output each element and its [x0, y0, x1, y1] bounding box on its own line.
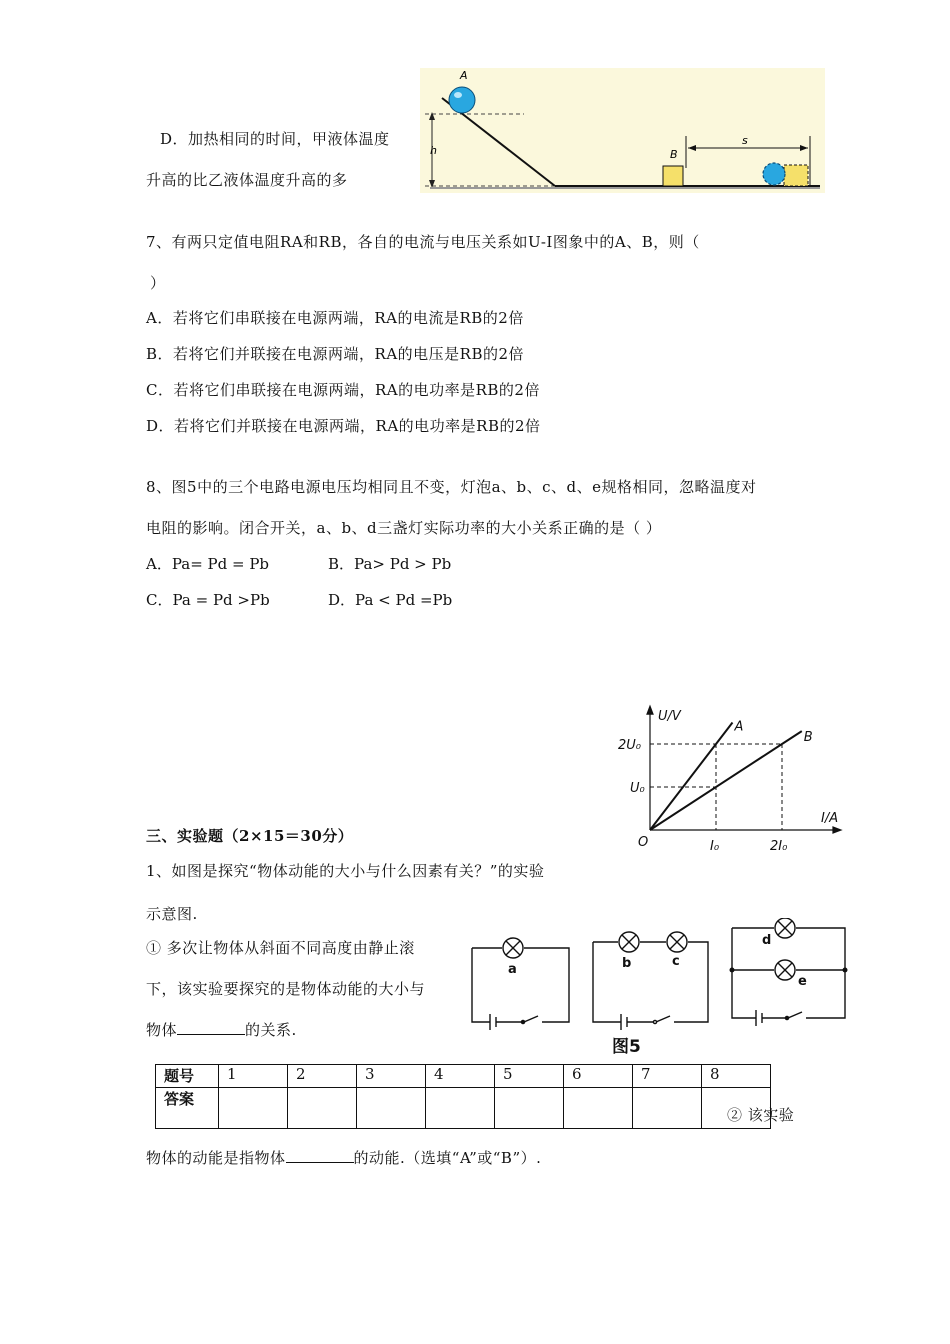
- x-axis-label: I/A: [821, 811, 839, 826]
- answer-cell[interactable]: [495, 1088, 564, 1129]
- table-cell-number: 7: [633, 1065, 702, 1088]
- s3-q1-p1-line3: [146, 1019, 297, 1040]
- lamp-a-label: a: [508, 962, 517, 977]
- table-header-answer: 答案: [156, 1088, 219, 1129]
- s3-q1-p1-line3-post: 的关系.: [245, 1021, 297, 1039]
- s3-q1-p1-line3-pre: 物体: [146, 1021, 178, 1039]
- lamp-c-label: c: [672, 954, 680, 969]
- option-d-line1: D．加热相同的时间，甲液体温度: [160, 130, 390, 148]
- x-tick-label: I₀: [710, 839, 720, 854]
- table-header-number: 题号: [156, 1065, 219, 1088]
- circuits-figure: [462, 918, 857, 1056]
- lamp-e-label: e: [798, 974, 807, 989]
- q8-option-a: A．Pa= Pd = Pb: [146, 555, 270, 573]
- answer-cell[interactable]: [564, 1088, 633, 1129]
- q7-stem-line1: 7、有两只定值电阻RA和RB，各自的电流与电压关系如U-I图象中的A、B，则（: [146, 233, 700, 251]
- option-d-line2: 升高的比乙液体温度升高的多: [146, 171, 348, 189]
- ui-chart: [615, 700, 845, 870]
- q7-option-a: A．若将它们串联接在电源两端，RA的电流是RB的2倍: [146, 309, 524, 327]
- q8-stem-line2: 电阻的影响。闭合开关，a、b、d三盏灯实际功率的大小关系正确的是（ ）: [146, 519, 662, 537]
- q8-option-b: B．Pa> Pd > Pb: [328, 555, 452, 573]
- s3-q1-p2-line2-post: 的动能.（选填“A”或“B”）.: [353, 1149, 542, 1167]
- table-cell-number: 8: [702, 1065, 771, 1088]
- s3-q1-p1-line2: 下，该实验要探究的是物体动能的大小与: [146, 980, 426, 998]
- section3-heading: 三、实验题（2×15＝30分）: [146, 827, 354, 845]
- figure-5-caption: 图5: [612, 1037, 641, 1056]
- s3-q1-p2-line2-pre: 物体的动能是指物体: [146, 1149, 286, 1167]
- table-cell-number: 1: [219, 1065, 288, 1088]
- series-label-b: B: [803, 730, 813, 746]
- table-cell-number: 6: [564, 1065, 633, 1088]
- answer-blank-1[interactable]: [177, 1020, 245, 1035]
- table-cell-number: 2: [288, 1065, 357, 1088]
- label-h: h: [430, 144, 437, 157]
- table-row: [156, 1088, 771, 1129]
- table-cell-number: 4: [426, 1065, 495, 1088]
- q8-option-d: D．Pa < Pd =Pb: [328, 591, 453, 609]
- q7-option-d: D．若将它们并联接在电源两端，RA的电功率是RB的2倍: [146, 417, 541, 435]
- q8-stem-line1: 8、图5中的三个电路电源电压均相同且不变，灯泡a、b、c、d、e规格相同，忽略温度对: [146, 478, 757, 496]
- label-s: s: [742, 134, 748, 147]
- table-cell-number: 5: [495, 1065, 564, 1088]
- answer-cell[interactable]: [288, 1088, 357, 1129]
- answer-table: [155, 1064, 771, 1129]
- table-row: [156, 1065, 771, 1088]
- q7-option-b: B．若将它们并联接在电源两端，RA的电压是RB的2倍: [146, 345, 525, 363]
- ramp-figure: [420, 68, 825, 193]
- lamp-d-label: d: [762, 933, 772, 948]
- s3-q1-line2: 示意图.: [146, 905, 198, 923]
- s3-q1-p2-line2: [146, 1147, 541, 1168]
- q7-stem-line2: ）: [150, 274, 166, 292]
- series-line-a: [650, 723, 733, 831]
- origin-label: O: [638, 835, 649, 850]
- label-b: B: [670, 148, 678, 161]
- answer-blank-2[interactable]: [286, 1148, 354, 1163]
- s3-q1-line1: 1、如图是探究“物体动能的大小与什么因素有关？”的实验: [146, 862, 545, 880]
- s3-q1-p1-line1: ① 多次让物体从斜面不同高度由静止滚: [146, 939, 415, 957]
- y-tick-label: 2U₀: [618, 738, 641, 753]
- x-tick-label: 2I₀: [770, 839, 788, 854]
- answer-cell[interactable]: [633, 1088, 702, 1129]
- s3-q1-p2-tail: ② 该实验: [727, 1106, 795, 1124]
- series-label-a: A: [734, 719, 744, 735]
- q7-option-c: C．若将它们串联接在电源两端，RA的电功率是RB的2倍: [146, 381, 540, 399]
- table-cell-number: 3: [357, 1065, 426, 1088]
- y-axis-label: U/V: [658, 709, 681, 725]
- x-axis-arrow: [833, 827, 841, 833]
- y-axis-arrow: [647, 706, 653, 714]
- answer-cell[interactable]: [219, 1088, 288, 1129]
- y-tick-label: U₀: [630, 781, 645, 796]
- answer-cell[interactable]: [357, 1088, 426, 1129]
- series-line-b: [650, 731, 802, 830]
- ball-a: [449, 87, 475, 113]
- block-b: [663, 166, 683, 186]
- answer-cell[interactable]: [426, 1088, 495, 1129]
- label-a: A: [460, 69, 468, 82]
- q8-option-c: C．Pa = Pd >Pb: [146, 591, 270, 609]
- lamp-b-label: b: [622, 956, 632, 971]
